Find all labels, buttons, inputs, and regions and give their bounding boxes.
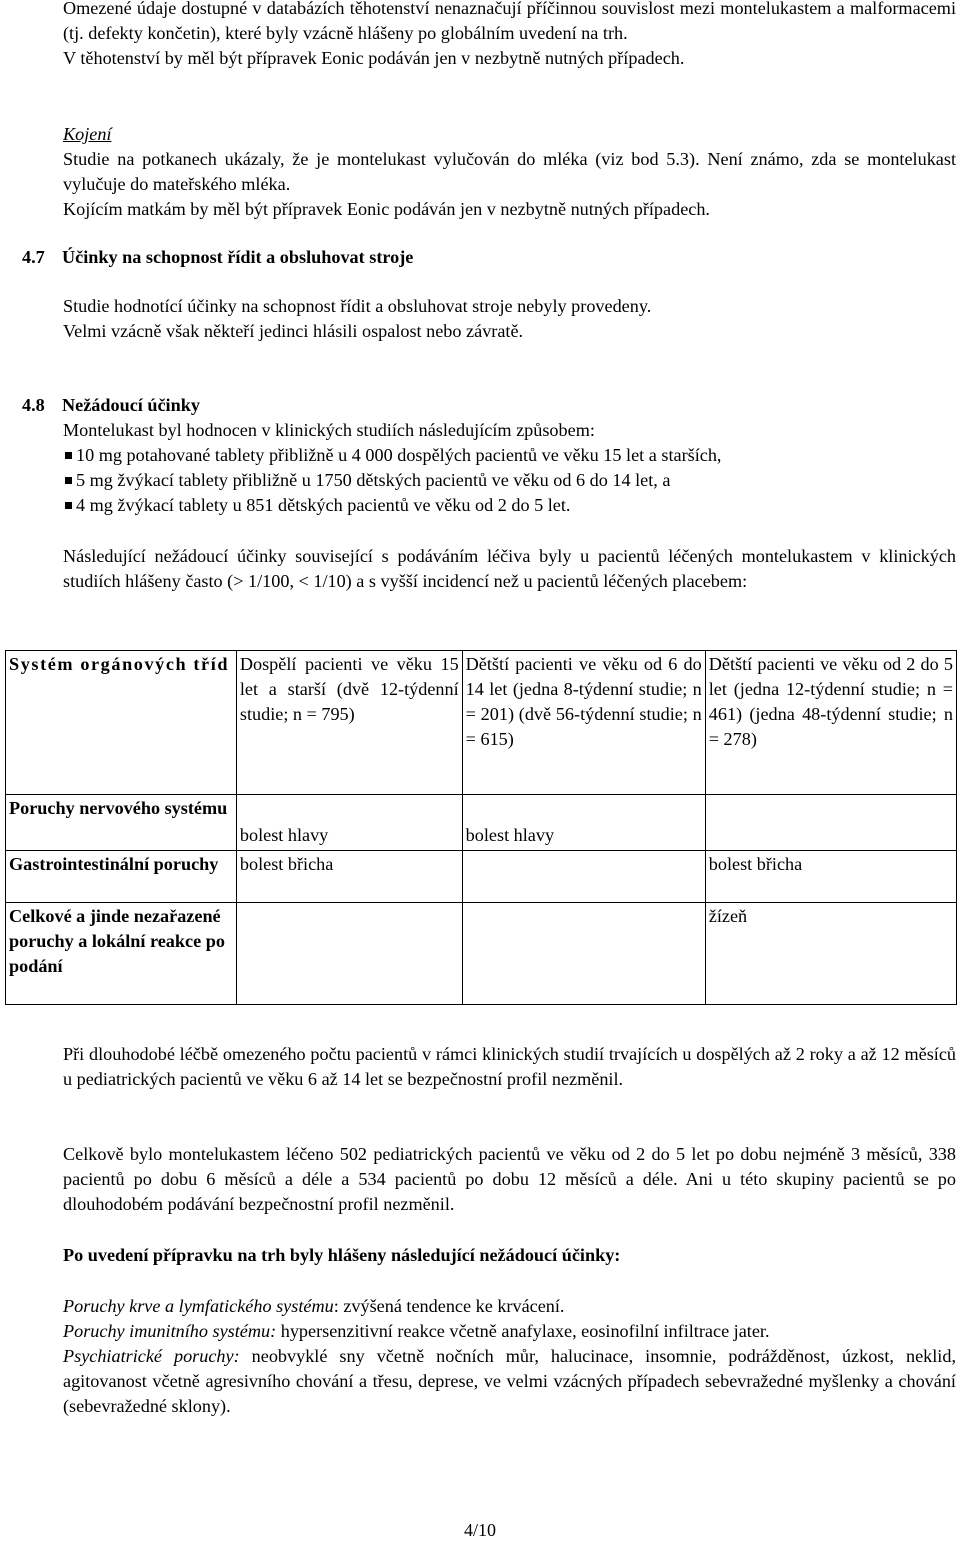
bullet-square-icon — [65, 477, 72, 484]
header-children-2-5: Dětští pacienti ve věku od 2 do 5 let (jedna 12-týdenní studie; n = 461) (jedna 48-týdenní studie; n = 278) — [705, 651, 956, 795]
cell-soc: Celkové a jinde nezařazené poruchy a lokální reakce po podání — [6, 903, 237, 1005]
cell-soc: Poruchy nervového systému — [6, 795, 237, 851]
adverse-effects-text: Následující nežádoucí účinky související s podáváním léčiva byly u pacientů léčených montelukastem v klinických studiích hlášeny často (> 1/100, < 1/10) a s vyšší incidencí než u pacientů léčených placebem: — [63, 546, 956, 591]
post-marketing-heading: Po uvedení přípravku na trh byly hlášeny následující nežádoucí účinky: — [63, 1245, 621, 1265]
pregnancy-paragraph — [63, 0, 956, 71]
cell-child2: žízeň — [705, 903, 956, 1005]
breastfeeding-text-2: Kojícím matkám by měl být přípravek Eonic podáván jen v nezbytně nutných případech. — [63, 199, 710, 219]
cell-child6 — [462, 903, 705, 1005]
cell-adult: bolest hlavy — [236, 795, 462, 851]
cell-child2: bolest břicha — [705, 851, 956, 903]
bullet-square-icon — [65, 502, 72, 509]
bullet-square-icon — [65, 452, 72, 459]
page-number: 4/10 — [463, 1520, 496, 1540]
breastfeeding-text-1: Studie na potkanech ukázaly, že je montelukast vylučován do mléka (viz bod 5.3). Není známo, zda se montelukast vylučuje do mateřského mléka. — [63, 149, 956, 194]
section-4-8-intro — [63, 418, 956, 518]
driving-text-1: Studie hodnotící účinky na schopnost řídit a obsluhovat stroje nebyly provedeny. — [63, 296, 652, 316]
section-4-7-body — [63, 294, 956, 344]
list-item: Poruchy imunitního systému: hypersenzitivní reakce včetně anafylaxe, eosinofilní infiltrace jater. — [63, 1321, 770, 1341]
list-item: Psychiatrické poruchy: neobvyklé sny včetně nočních můr, halucinace, insomnie, podrážděnost, úzkost, neklid, agitovanost včetně agresivního chování a třesu, deprese, ve velmi vzácných případech sebevražedné myšlenky a chování (sebevražedné sklony). — [63, 1346, 956, 1416]
section-number: 4.8 — [22, 395, 45, 415]
breastfeeding-section — [63, 122, 956, 222]
breastfeeding-heading: Kojení — [63, 124, 112, 144]
list-item: Poruchy krve a lymfatického systému: zvýšená tendence ke krvácení. — [63, 1296, 565, 1316]
table-row — [6, 795, 957, 851]
cell-child6 — [462, 851, 705, 903]
pregnancy-text-1: Omezené údaje dostupné v databázích těhotenství nenaznačují příčinnou souvislost mezi montelukastem a malformacemi (tj. defekty končetin), které byly vzácně hlášeny po globálním uvedení na trh. — [63, 0, 956, 43]
driving-text-2: Velmi vzácně však někteří jedinci hlásili ospalost nebo závratě. — [63, 321, 524, 341]
bullet-item: 4 mg žvýkací tablety u 851 dětských pacientů ve věku od 2 do 5 let. — [63, 493, 956, 518]
bullet-item: 5 mg žvýkací tablety přibližně u 1750 dětských pacientů ve věku od 6 do 14 let, a — [63, 468, 956, 493]
cell-adult — [236, 903, 462, 1005]
adverse-effects-table — [5, 650, 957, 1005]
section-title: Nežádoucí účinky — [62, 395, 200, 415]
cell-soc: Gastrointestinální poruchy — [6, 851, 237, 903]
bullet-item: 10 mg potahované tablety přibližně u 4 000 dospělých pacientů ve věku 15 let a starších, — [63, 443, 956, 468]
adverse-effects-paragraph — [63, 544, 956, 594]
header-children-6-14: Dětští pacienti ve věku od 6 do 14 let (jedna 8-týdenní studie; n = 201) (dvě 56-týdenní studie; n = 615) — [462, 651, 705, 795]
section-title: Účinky na schopnost řídit a obsluhovat stroje — [62, 247, 414, 267]
header-adults: Dospělí pacienti ve věku 15 let a starší (dvě 12-týdenní studie; n = 795) — [236, 651, 462, 795]
long-term-paragraph — [63, 1042, 956, 1092]
post-marketing-list — [63, 1294, 956, 1419]
pregnancy-text-2: V těhotenství by měl být přípravek Eonic podáván jen v nezbytně nutných případech. — [63, 48, 685, 68]
section-4-8-heading — [22, 393, 200, 418]
table-header-row — [6, 651, 957, 795]
header-soc: Systém orgánových tříd — [6, 651, 237, 795]
cell-child2 — [705, 795, 956, 851]
cell-child6: bolest hlavy — [462, 795, 705, 851]
cell-adult: bolest břicha — [236, 851, 462, 903]
intro-text: Montelukast byl hodnocen v klinických studiích následujícím způsobem: — [63, 420, 595, 440]
table-row — [6, 903, 957, 1005]
section-4-7-heading — [22, 245, 413, 270]
section-number: 4.7 — [22, 247, 45, 267]
table-row — [6, 851, 957, 903]
pediatric-text: Celkově bylo montelukastem léčeno 502 pediatrických pacientů ve věku od 2 do 5 let po dobu nejméně 3 měsíců, 338 pacientů po dobu 6 měsíců a déle a 534 pacientů po dobu 12 měsíců a déle. Ani u této skupiny pacientů se po dlouhodobém podávání bezpečnostní profil nezměnil. — [63, 1144, 956, 1214]
long-term-text: Při dlouhodobé léčbě omezeného počtu pacientů v rámci klinických studií trvajících u dospělých až 2 roky a až 12 měsíců u pediatrických pacientů ve věku 6 až 14 let se bezpečnostní profil nezměnil. — [63, 1044, 956, 1089]
pediatric-paragraph — [63, 1142, 956, 1217]
